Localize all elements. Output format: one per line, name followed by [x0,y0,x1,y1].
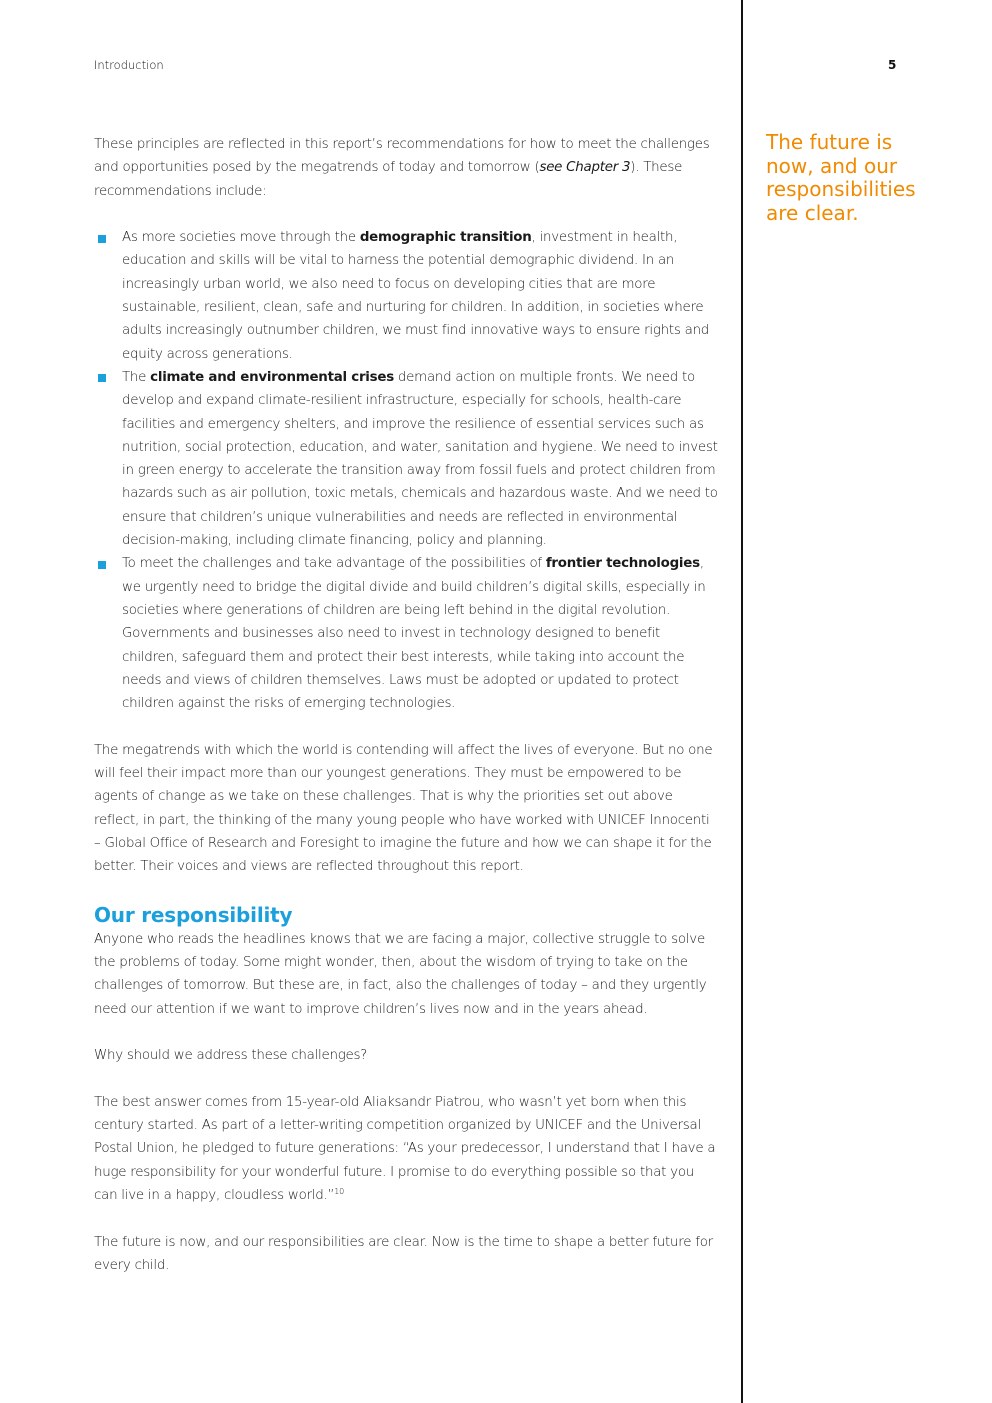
section-heading: Our responsibility [94,902,293,927]
main-text-column [94,133,719,1301]
list-item: The climate and environmental crises demand action on multiple fronts. We need to develop and expand climate-resilient infrastructure, especially for schools, health-care facilities and emergency shelters, and improve the resilience of essential services such as nutrition, social protection, education, and water, sanitation and hygiene. We need to invest in green energy to accelerate the transition away from fossil fuels and protect children from hazards such as air pollution, toxic metals, chemicals and hazardous waste. And we need to ensure that children’s unique vulnerabilities and needs are reflected in environmental decision-making, including climate financing, policy and planning. [94,366,719,552]
closing-paragraph: The future is now, and our responsibilities are clear. Now is the time to shape a better future for every child. [94,1234,713,1273]
chapter-reference: see Chapter 3 [539,160,631,176]
responsibility-paragraph: Anyone who reads the headlines knows that we are facing a major, collective struggle to solve the problems of today. Some might wonder, then, about the wisdom of trying to take on the challenges of tomorrow. But these are, in fact, also the challenges of today – and they urgently need our attention if we want to improve children’s lives now and in the years ahead. [94,931,707,1017]
bullet-square-icon [98,374,106,382]
list-item: As more societies move through the demographic transition, investment in health, education and skills will be vital to harness the potential demographic dividend. In an increasingly urban world, we also need to focus on developing cities that are more sustainable, resilient, clean, safe and nurturing for children. In addition, in societies where adults increasingly outnumber children, we must find innovative ways to ensure rights and equity across generations. [94,226,719,366]
recommendations-list [94,226,719,715]
intro-paragraph: These principles are reflected in this report’s recommendations for how to meet the challenges and opportunities posed by the megatrends of today and tomorrow (see Chapter 3). These recommendations include: [94,137,710,199]
running-head: Introduction [94,58,164,72]
footnote-marker[interactable]: 10 [334,1187,344,1197]
column-divider [741,0,743,1403]
question-paragraph: Why should we address these challenges? [94,1048,368,1064]
answer-paragraph: The best answer comes from 15-year-old Aliaksandr Piatrou, who wasn’t yet born when this century started. As part of a letter-writing competition organized by UNICEF and the Universal Postal Union, he pledged to future generations: “As your predecessor, I understand that I have a huge responsibility for your wonderful future. I promise to do everything possible so that you can live in a happy, cloudless world.”$^{10}$ [94,1094,716,1204]
megatrends-paragraph: The megatrends with which the world is contending will affect the lives of everyone. But no one will feel their impact more than our youngest generations. They must be empowered to be agents of change as we take on these challenges. That is why the priorities set out above reflect, in part, the thinking of the many young people who have worked with UNICEF Innocenti – Global Office of Research and Foresight to imagine the future and how we can shape it for the better. Their voices and views are reflected throughout this report. [94,742,713,875]
bullet-square-icon [98,235,106,243]
page-number: 5 [888,58,897,72]
pull-quote: The future is now, and our responsibilities are clear. [766,130,916,225]
bullet-square-icon [98,561,106,569]
list-item: To meet the challenges and take advantage of the possibilities of frontier technologies, we urgently need to bridge the digital divide and build children’s digital skills, especially in societies where generations of children are being left behind in the digital revolution. Governments and businesses also need to invest in technology designed to benefit children, safeguard them and protect their best interests, while taking into account the needs and views of children themselves. Laws must be adopted or updated to protect children against the risks of emerging technologies. [94,552,719,715]
